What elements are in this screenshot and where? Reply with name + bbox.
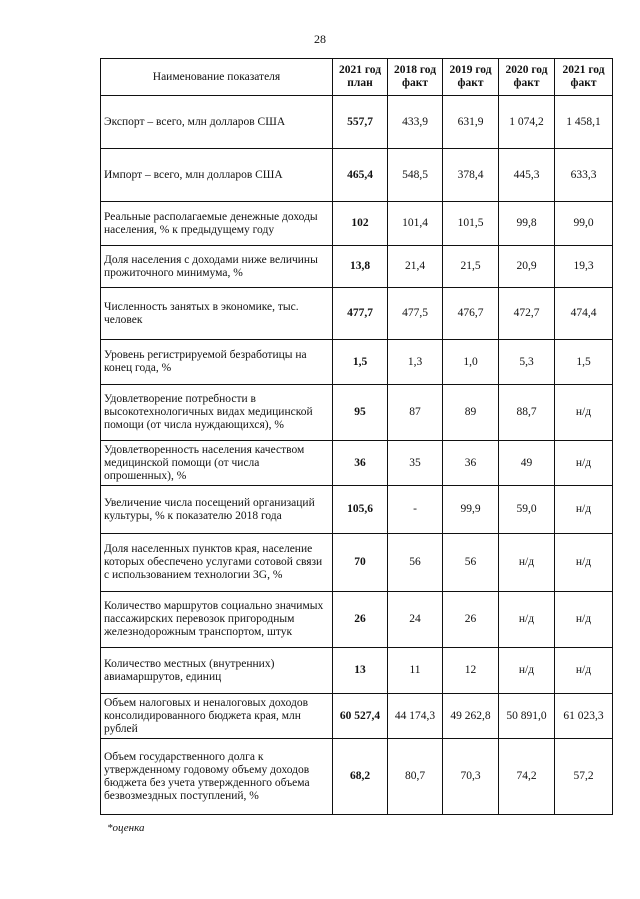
fact-value-cell: 1 074,2 [499,96,555,149]
fact-value-cell: 11 [388,648,443,694]
table-row [101,149,613,202]
table-row [101,96,613,149]
indicator-name-cell: Численность занятых в экономике, тыс. человек [101,288,333,340]
fact-value-cell: 474,4 [555,288,613,340]
fact-value-cell: н/д [555,592,613,648]
fact-value-cell: 89 [443,385,499,441]
indicator-name-cell: Удовлетворенность населения качеством медицинской помощи (от числа опрошенных), % [101,441,333,486]
fact-value-cell: 88,7 [499,385,555,441]
header-2021-plan: 2021 год план [333,59,388,96]
fact-value-cell: 49 262,8 [443,694,499,739]
fact-value-cell: 477,5 [388,288,443,340]
indicator-name-cell: Уровень регистрируемой безработицы на конец года, % [101,340,333,385]
fact-value-cell: 99,0 [555,202,613,246]
table-row [101,385,613,441]
table-row [101,694,613,739]
fact-value-cell: 476,7 [443,288,499,340]
fact-value-cell: - [388,486,443,534]
fact-value-cell: 44 174,3 [388,694,443,739]
plan-value-cell: 557,7 [333,96,388,149]
fact-value-cell: 24 [388,592,443,648]
indicator-name-cell: Увеличение числа посещений организаций культуры, % к показателю 2018 года [101,486,333,534]
indicator-name-cell: Импорт – всего, млн долларов США [101,149,333,202]
indicator-name-cell: Объем государственного долга к утвержденному годовому объему доходов бюджета без учета утвержденного объема безвозмездных поступлений, % [101,739,333,815]
plan-value-cell: 95 [333,385,388,441]
fact-value-cell: 433,9 [388,96,443,149]
fact-value-cell: 99,8 [499,202,555,246]
fact-value-cell: 445,3 [499,149,555,202]
fact-value-cell: н/д [555,486,613,534]
fact-value-cell: 378,4 [443,149,499,202]
table-row [101,534,613,592]
indicator-name-cell: Объем налоговых и неналоговых доходов консолидированного бюджета края, млн рублей [101,694,333,739]
table-row [101,441,613,486]
fact-value-cell: 21,4 [388,246,443,288]
header-indicator-name: Наименование показателя [101,59,333,96]
table-row [101,648,613,694]
table-row [101,340,613,385]
fact-value-cell: н/д [555,441,613,486]
table-row [101,246,613,288]
fact-value-cell: 61 023,3 [555,694,613,739]
indicator-name-cell: Реальные располагаемые денежные доходы населения, % к предыдущему году [101,202,333,246]
fact-value-cell: 26 [443,592,499,648]
fact-value-cell: 99,9 [443,486,499,534]
fact-value-cell: н/д [555,648,613,694]
fact-value-cell: 50 891,0 [499,694,555,739]
fact-value-cell: 1 458,1 [555,96,613,149]
table-row [101,486,613,534]
plan-value-cell: 26 [333,592,388,648]
fact-value-cell: 59,0 [499,486,555,534]
fact-value-cell: 1,5 [555,340,613,385]
indicator-name-cell: Количество маршрутов социально значимых пассажирских перевозок пригородным железнодорожным транспортом, штук [101,592,333,648]
header-2021-fact: 2021 год факт [555,59,613,96]
fact-value-cell: 633,3 [555,149,613,202]
fact-value-cell: 36 [443,441,499,486]
footnote: *оценка [107,822,145,834]
fact-value-cell: 472,7 [499,288,555,340]
plan-value-cell: 70 [333,534,388,592]
fact-value-cell: 57,2 [555,739,613,815]
fact-value-cell: 70,3 [443,739,499,815]
fact-value-cell: 35 [388,441,443,486]
table-row [101,288,613,340]
indicator-name-cell: Доля населенных пунктов края, население которых обеспечено услугами сотовой связи с использованием технологии 3G, % [101,534,333,592]
page-number: 28 [314,32,326,46]
table-row [101,739,613,815]
plan-value-cell: 477,7 [333,288,388,340]
fact-value-cell: 19,3 [555,246,613,288]
fact-value-cell: 101,5 [443,202,499,246]
fact-value-cell: 5,3 [499,340,555,385]
fact-value-cell: 87 [388,385,443,441]
header-2020-fact: 2020 год факт [499,59,555,96]
plan-value-cell: 13,8 [333,246,388,288]
fact-value-cell: 21,5 [443,246,499,288]
fact-value-cell: 74,2 [499,739,555,815]
fact-value-cell: 101,4 [388,202,443,246]
indicators-table [100,58,613,815]
plan-value-cell: 13 [333,648,388,694]
indicator-name-cell: Доля населения с доходами ниже величины прожиточного минимума, % [101,246,333,288]
plan-value-cell: 68,2 [333,739,388,815]
indicator-name-cell: Экспорт – всего, млн долларов США [101,96,333,149]
plan-value-cell: 1,5 [333,340,388,385]
fact-value-cell: н/д [499,534,555,592]
fact-value-cell: 548,5 [388,149,443,202]
indicator-name-cell: Количество местных (внутренних) авиамаршрутов, единиц [101,648,333,694]
fact-value-cell: 56 [443,534,499,592]
plan-value-cell: 60 527,4 [333,694,388,739]
fact-value-cell: н/д [499,592,555,648]
plan-value-cell: 105,6 [333,486,388,534]
header-2019-fact: 2019 год факт [443,59,499,96]
fact-value-cell: н/д [499,648,555,694]
table-row [101,202,613,246]
fact-value-cell: 80,7 [388,739,443,815]
fact-value-cell: 56 [388,534,443,592]
indicator-name-cell: Удовлетворение потребности в высокотехнологичных видах медицинской помощи (от числа нуждающихся), % [101,385,333,441]
fact-value-cell: н/д [555,385,613,441]
fact-value-cell: 1,0 [443,340,499,385]
fact-value-cell: 631,9 [443,96,499,149]
fact-value-cell: 12 [443,648,499,694]
fact-value-cell: 20,9 [499,246,555,288]
header-2018-fact: 2018 год факт [388,59,443,96]
fact-value-cell: 1,3 [388,340,443,385]
table-row [101,592,613,648]
plan-value-cell: 465,4 [333,149,388,202]
fact-value-cell: н/д [555,534,613,592]
plan-value-cell: 102 [333,202,388,246]
fact-value-cell: 49 [499,441,555,486]
plan-value-cell: 36 [333,441,388,486]
table-header-row [101,59,613,96]
